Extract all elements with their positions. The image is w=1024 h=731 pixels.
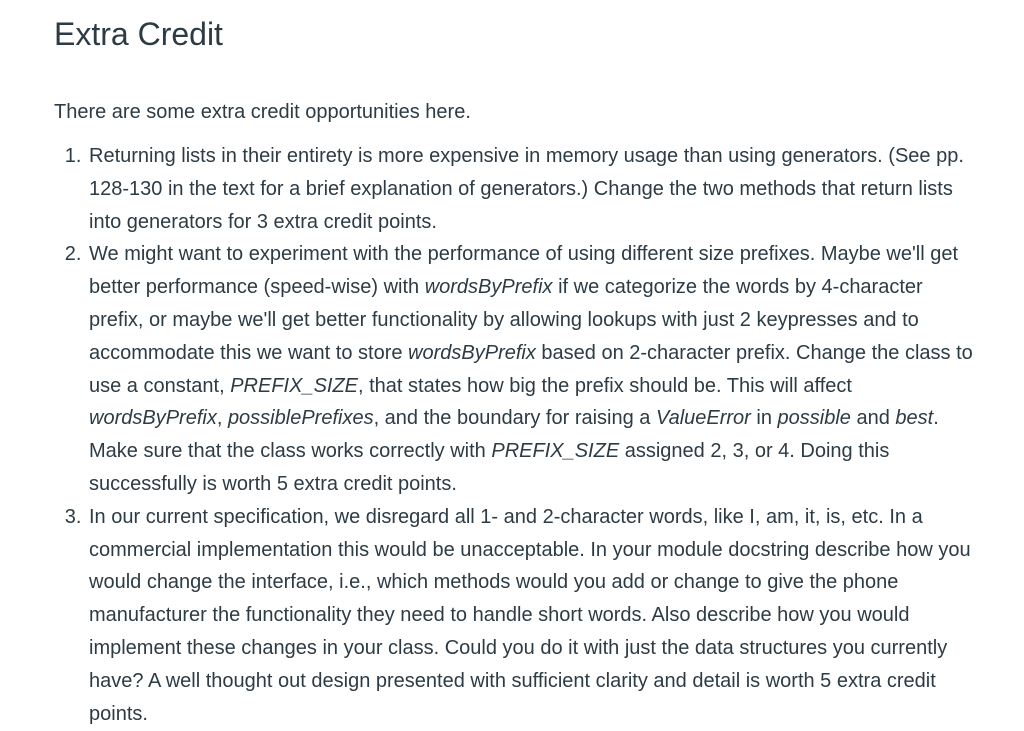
code-term: PREFIX_SIZE bbox=[230, 374, 359, 397]
item-text: Returning lists in their entirety is more expensive in memory usage than using generators. (See pp. 128-130 in the text for a brief explanation of generators.) Change the two methods that return lists into generators for 3 extra credit points. bbox=[89, 145, 964, 233]
code-term: wordsByPrefix bbox=[424, 276, 553, 299]
code-term: possiblePrefixes bbox=[227, 407, 374, 430]
intro-paragraph: There are some extra credit opportunities here. bbox=[54, 101, 471, 123]
list-item bbox=[87, 238, 974, 500]
item-text: , bbox=[216, 407, 228, 430]
item-text: . Make sure that the class works correctly with bbox=[89, 407, 939, 463]
code-term: wordsByPrefix bbox=[408, 341, 536, 364]
item-text: , and the boundary for raising a bbox=[373, 407, 656, 430]
item-text: based on 2-character prefix. Change the class to use a constant, bbox=[89, 341, 973, 397]
code-term: possible bbox=[777, 407, 851, 430]
list-item bbox=[87, 501, 974, 731]
item-text: assigned 2, 3, or 4. Doing this successfully is worth 5 extra credit points. bbox=[89, 440, 890, 495]
item-text: in bbox=[750, 407, 778, 430]
item-text: , that states how big the prefix should be. This will affect bbox=[358, 374, 852, 397]
item-text: if we categorize the words by 4-character prefix, or maybe we'll get better functionality by allowing lookups with just 2 keypresses and to accommodate this we want to store bbox=[89, 276, 923, 364]
item-text: We might want to experiment with the performance of using different size prefixes. Maybe we'll get better performance (speed-wise) with bbox=[89, 243, 959, 299]
code-term: PREFIX_SIZE bbox=[491, 440, 620, 463]
list-item bbox=[87, 140, 974, 238]
code-term: wordsByPrefix bbox=[89, 407, 217, 430]
extra-credit-list bbox=[54, 140, 974, 730]
code-term: best bbox=[895, 407, 934, 430]
item-text: and bbox=[850, 407, 896, 430]
item-text: In our current specification, we disregard all 1- and 2-character words, like I, am, it, is, etc. In a commercial implementation this would be unacceptable. In your module docstring describe how you would change the interface, i.e., which methods would you add or change to give the phone manufacturer the functionality they need to handle short words. Also describe how you would implement these changes in your class. Could you do it with just the data structures you currently have? A well thought out design presented with sufficient clarity and detail is worth 5 extra credit points. bbox=[89, 505, 971, 725]
page-title: Extra Credit bbox=[54, 16, 223, 52]
code-term: ValueError bbox=[655, 407, 751, 430]
